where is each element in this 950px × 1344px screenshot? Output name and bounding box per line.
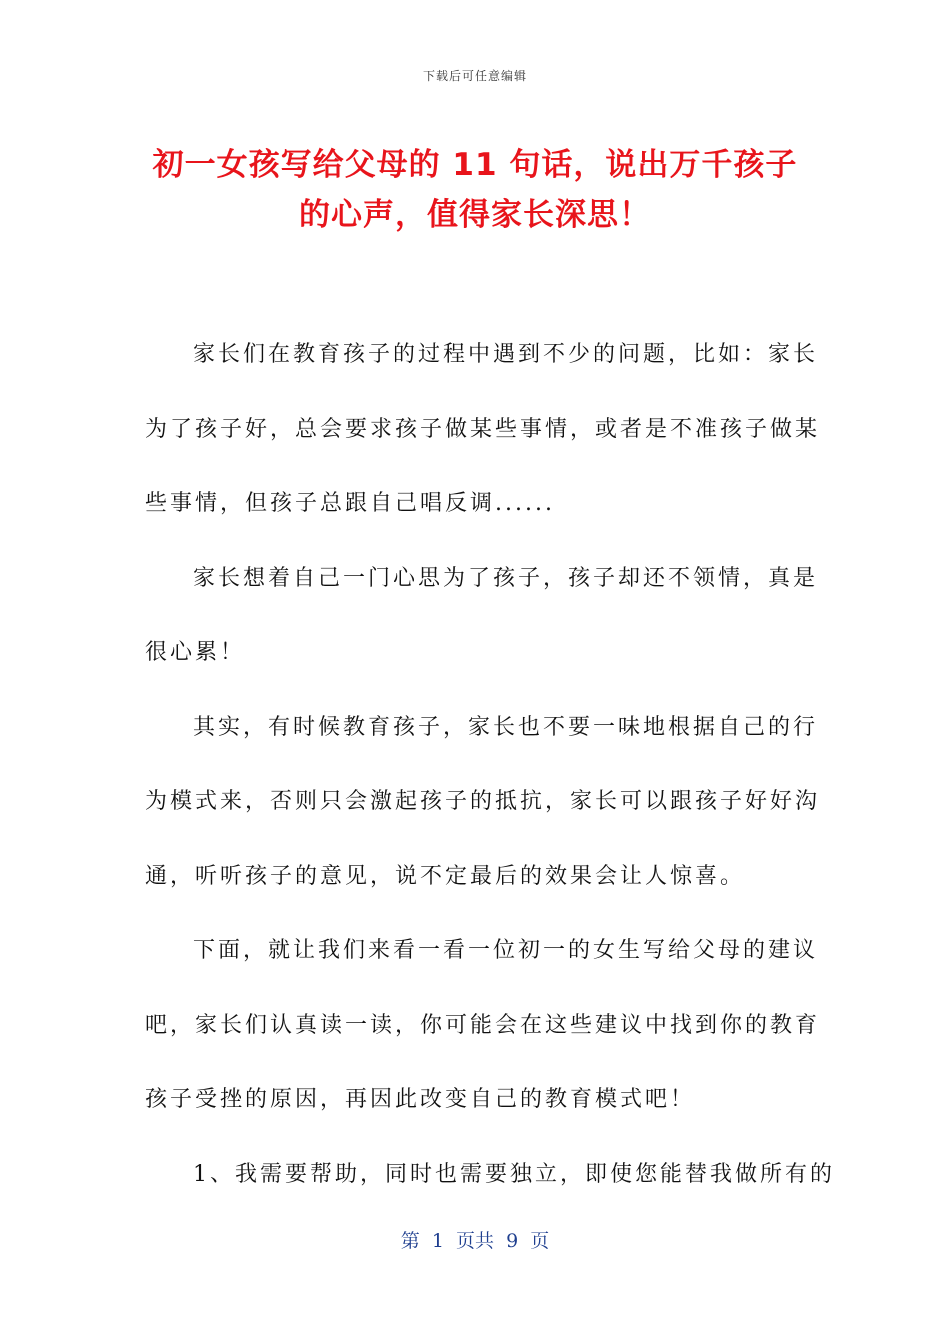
body-line: 孩子受挫的原因，再因此改变自己的教育模式吧！ xyxy=(145,1087,696,1112)
body-line: 1、我需要帮助，同时也需要独立，即使您能替我做所有的 xyxy=(193,1161,835,1187)
body-line: 为模式来，否则只会激起孩子的抵抗，家长可以跟孩子好好沟 xyxy=(145,789,821,814)
document-title xyxy=(110,140,840,240)
body-line: 通，听听孩子的意见，说不定最后的效果会让人惊喜。 xyxy=(145,863,746,889)
body-line: 吧，家长们认真读一读，你可能会在这些建议中找到你的教育 xyxy=(145,1012,821,1038)
body-line: 家长们在教育孩子的过程中遇到不少的问题，比如：家长 xyxy=(193,342,819,367)
title-line-1: 初一女孩写给父母的 11 句话，说出万千孩子 xyxy=(152,147,798,183)
body-line: 些事情，但孩子总跟自己唱反调...... xyxy=(145,491,555,516)
body-line: 为了孩子好，总会要求孩子做某些事情，或者是不准孩子做某 xyxy=(145,416,821,442)
header-note: 下载后可任意编辑 xyxy=(422,69,527,83)
page-number-footer: 第 1 页共 9 页 xyxy=(400,1230,550,1252)
body-line: 其实，有时候教育孩子，家长也不要一味地根据自己的行 xyxy=(193,714,819,740)
title-line-2: 的心声，值得家长深思！ xyxy=(299,197,651,233)
body-text xyxy=(145,318,835,1212)
body-line: 很心累！ xyxy=(145,640,246,665)
body-line: 家长想着自己一门心思为了孩子，孩子却还不领情，真是 xyxy=(193,565,819,591)
body-line: 下面，就让我们来看一看一位初一的女生写给父母的建议 xyxy=(193,938,819,963)
